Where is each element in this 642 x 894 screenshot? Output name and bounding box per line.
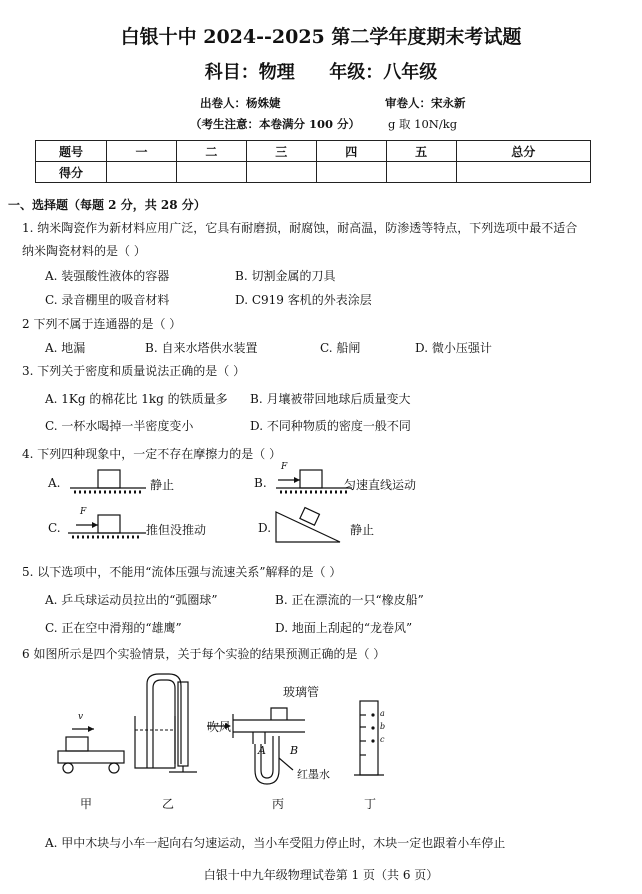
g-value-note: g 取 10N/kg [388, 117, 458, 131]
red-ink-label: 红墨水 [297, 768, 330, 781]
q3-option-a: A. 1Kg 的棉花比 1kg 的铁质量多 [45, 392, 228, 406]
table-cell: 一 [107, 141, 177, 162]
q4-option-a-label: A. [48, 476, 61, 490]
q5-option-b: B. 正在漂流的一只“橡皮船” [275, 593, 424, 607]
q4-stem: 4. 下列四种现象中，一定不存在摩擦力的是（ ） [22, 447, 282, 461]
q4-option-b-desc: 匀速直线运动 [344, 478, 417, 492]
exam-title: 白银十中 2024--2025 第二学年度期末考试题 [120, 26, 522, 48]
score-table-score-row [36, 162, 591, 183]
blow-label: 吹风 [207, 720, 232, 734]
mark-a-label: a [380, 709, 385, 718]
table-cell: 五 [386, 141, 456, 162]
subject-label: 科目：物理 [204, 62, 295, 83]
table-cell: 二 [176, 141, 246, 162]
mark-b-label: b [380, 722, 386, 731]
figure-label-bing: 丙 [272, 797, 285, 811]
q1-option-c: C. 录音棚里的吸音材料 [45, 293, 170, 307]
figure-label-yi: 乙 [162, 797, 175, 811]
author-label: 出卷人：杨姝婕 [200, 96, 281, 110]
q4-figure-a [70, 468, 150, 498]
q5-option-d: D. 地面上刮起的“龙卷风” [275, 621, 413, 635]
force-label: F [281, 462, 288, 472]
velocity-label: v [78, 712, 84, 722]
exam-subject-line [0, 58, 642, 84]
score-input-cell[interactable] [107, 162, 177, 183]
section-heading: 一、选择题（每题 2 分，共 28 分） [8, 198, 206, 212]
q4-option-b-label: B. [254, 476, 267, 490]
q4-option-c-desc: 推但没推动 [146, 523, 207, 537]
q6-option-a: A. 甲中木块与小车一起向右匀速运动，当小车受阻力停止时，木块一定也跟着小车停止 [45, 836, 506, 850]
score-input-cell[interactable] [386, 162, 456, 183]
exam-note: （考生注意：本卷满分 100 分） [190, 117, 361, 131]
q2-option-c: C. 船闸 [320, 341, 361, 355]
table-cell: 得分 [36, 162, 107, 183]
q6-figure-tube [125, 668, 205, 783]
q3-option-d: D. 不同种物质的密度一般不同 [250, 419, 411, 433]
q2-option-a: A. 地漏 [45, 341, 86, 355]
q5-option-a: A. 乒乓球运动员拉出的“弧圈球” [45, 593, 218, 607]
q3-option-c: C. 一杯水喝掉一半密度变小 [45, 419, 194, 433]
score-input-cell[interactable] [316, 162, 386, 183]
reviewer-label: 审卷人：宋永新 [385, 96, 466, 110]
score-table-header-row [36, 141, 591, 162]
q2-option-d: D. 微小压强计 [415, 341, 492, 355]
q6-figure-cart [52, 715, 132, 780]
force-label: F [80, 507, 87, 517]
score-table [35, 140, 591, 183]
q3-option-b: B. 月壤被带回地球后质量变大 [250, 392, 411, 406]
point-b-label: B [290, 744, 299, 757]
q4-figure-d-incline [274, 504, 344, 546]
q6-stem: 6 如图所示是四个实验情景，关于每个实验的结果预测正确的是（ ） [22, 647, 386, 661]
q2-stem: 2 下列不属于连通器的是（ ） [22, 317, 182, 331]
score-input-cell[interactable] [246, 162, 316, 183]
q1-stem-line2: 纳米陶瓷材料的是（ ） [22, 244, 146, 258]
score-input-cell[interactable] [456, 162, 590, 183]
table-cell: 题号 [36, 141, 107, 162]
q1-stem-line1: 1. 纳米陶瓷作为新材料应用广泛，它具有耐磨损，耐腐蚀，耐高温，防渗透等特点，下列选项中最不适合 [22, 221, 578, 235]
figure-label-jia: 甲 [80, 797, 93, 811]
table-cell: 总分 [456, 141, 590, 162]
q1-option-a: A. 装强酸性液体的容器 [45, 269, 170, 283]
q4-option-a-desc: 静止 [150, 478, 175, 492]
q5-stem: 5. 以下选项中，不能用“流体压强与流速关系”解释的是（ ） [22, 565, 342, 579]
q1-option-d: D. C919 客机的外表涂层 [235, 293, 372, 307]
q4-option-c-label: C. [48, 521, 61, 535]
q3-stem: 3. 下列关于密度和质量说法正确的是（ ） [22, 364, 246, 378]
glass-tube-label: 玻璃管 [283, 685, 320, 699]
table-cell: 四 [316, 141, 386, 162]
q4-option-d-label: D. [258, 521, 272, 535]
q4-option-d-desc: 静止 [350, 523, 375, 537]
grade-label: 年级：八年级 [329, 62, 438, 83]
q1-option-b: B. 切割金属的刀具 [235, 269, 336, 283]
table-cell: 三 [246, 141, 316, 162]
figure-label-ding: 丁 [364, 797, 377, 811]
point-a-label: A [258, 744, 266, 757]
mark-c-label: c [380, 735, 385, 744]
score-input-cell[interactable] [176, 162, 246, 183]
q5-option-c: C. 正在空中滑翔的“雄鹰” [45, 621, 182, 635]
page-footer: 白银十中九年级物理试卷第 1 页（共 6 页） [203, 868, 439, 882]
q2-option-b: B. 自来水塔供水装置 [145, 341, 258, 355]
